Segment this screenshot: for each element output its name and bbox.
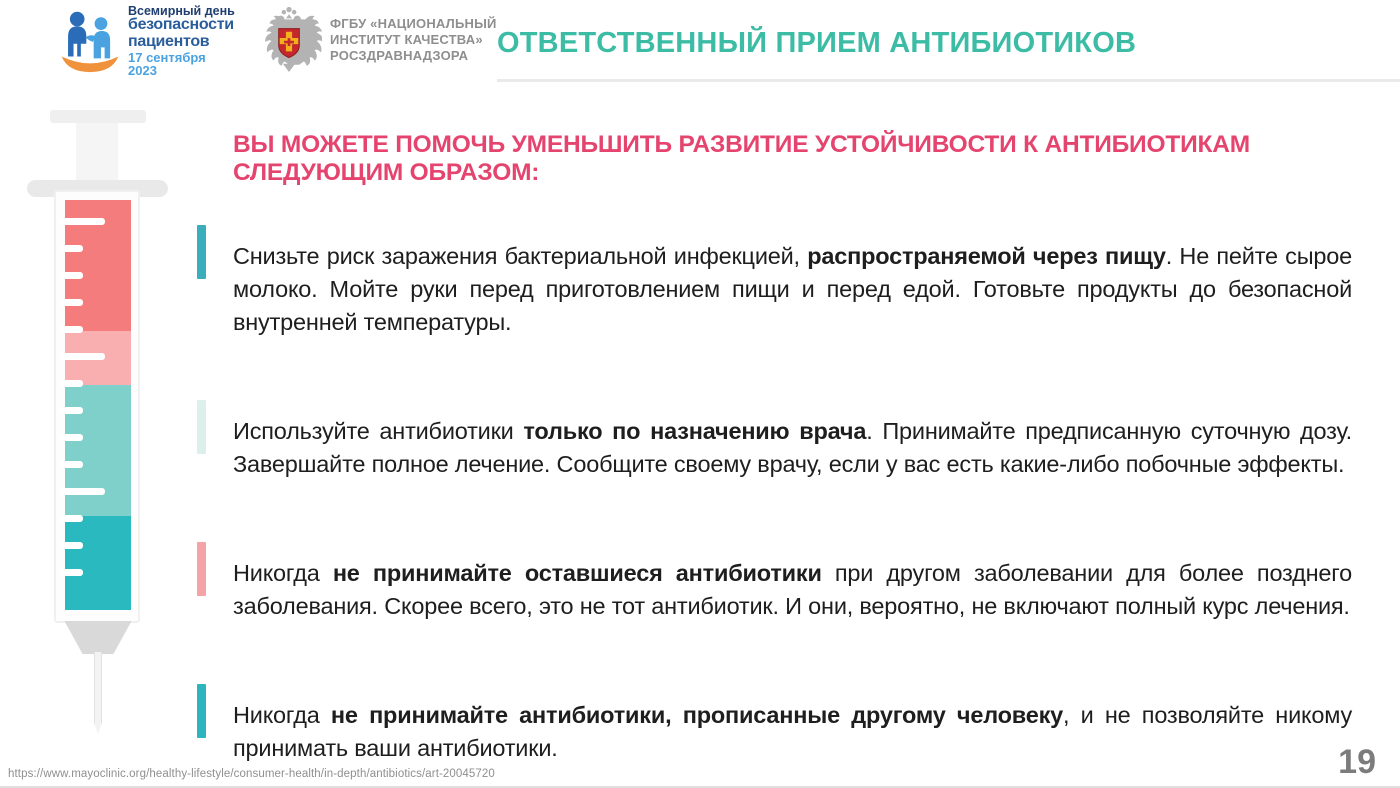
- institute-logo-text: [330, 16, 497, 65]
- item-accent-bar: [197, 225, 206, 279]
- institute-line3: РОСЗДРАВНАДЗОРА: [330, 48, 469, 64]
- source-url: https://www.mayoclinic.org/healthy-lifestyle/consumer-health/in-depth/antibiotics/art-20045720: [8, 768, 495, 780]
- item-accent-bar: [197, 684, 206, 738]
- wpsd-line2: безопасности: [128, 16, 234, 34]
- item-accent-bar: [197, 400, 206, 454]
- list-item: [197, 217, 1355, 363]
- content-area: [197, 131, 1355, 788]
- list-item: [197, 534, 1355, 647]
- wpsd-line1: Всемирный день: [128, 3, 235, 18]
- wpsd-date: 17 сентября 2023: [128, 49, 206, 79]
- institute-line1: ФГБУ «НАЦИОНАЛЬНЫЙ: [330, 15, 497, 31]
- item-accent-bar: [197, 542, 206, 596]
- title-divider: [497, 79, 1400, 82]
- world-patient-safety-day-logo: [58, 3, 236, 79]
- item-text: Никогда не принимайте оставшиеся антибиотики при другом заболевании для более позднего заболевания. Скорее всего, это не тот антибиотик. И они, вероятно, не включают полный курс лечения.: [233, 560, 1352, 620]
- page-number: 19: [1338, 743, 1376, 781]
- syringe-illustration: [27, 105, 170, 753]
- wpsd-logo-text: [128, 5, 236, 78]
- item-text: Снизьте риск заражения бактериальной инфекцией, распространяемой через пищу. Не пейте сырое молоко. Мойте руки перед приготовлением пищи и перед едой. Готовьте продукты до безопасной внутренней температуры.: [233, 243, 1353, 336]
- item-text: Никогда не принимайте антибиотики, прописанные другому человеку, и не позволяйте никому принимать ваши антибиотики.: [233, 702, 1352, 762]
- syringe-segment-light-teal: [65, 385, 131, 516]
- institute-logo: [256, 6, 497, 74]
- syringe-cone: [63, 621, 133, 654]
- double-eagle-emblem-icon: [256, 6, 322, 74]
- syringe-needle: [94, 652, 102, 734]
- institute-line2: ИНСТИТУТ КАЧЕСТВА»: [330, 31, 483, 47]
- slide-title: ОТВЕТСТВЕННЫЙ ПРИЕМ АНТИБИОТИКОВ: [497, 27, 1137, 59]
- list-item: [197, 392, 1355, 505]
- patients-hand-icon: [58, 9, 122, 73]
- item-text: Используйте антибиотики только по назначению врача. Принимайте предписанную суточную дозу. Завершайте полное лечение. Сообщите своему врачу, если у вас есть какие-либо побочные эффекты.: [233, 418, 1352, 478]
- syringe-plunger-cap: [50, 110, 146, 123]
- wpsd-line3: пациентов: [128, 32, 210, 50]
- syringe-segment-dark-teal: [65, 516, 131, 610]
- syringe-plunger-shaft: [76, 121, 118, 183]
- content-heading: ВЫ МОЖЕТЕ ПОМОЧЬ УМЕНЬШИТЬ РАЗВИТИЕ УСТОЙЧИВОСТИ К АНТИБИОТИКАМ СЛЕДУЮЩИМ ОБРАЗОМ:: [233, 131, 1250, 187]
